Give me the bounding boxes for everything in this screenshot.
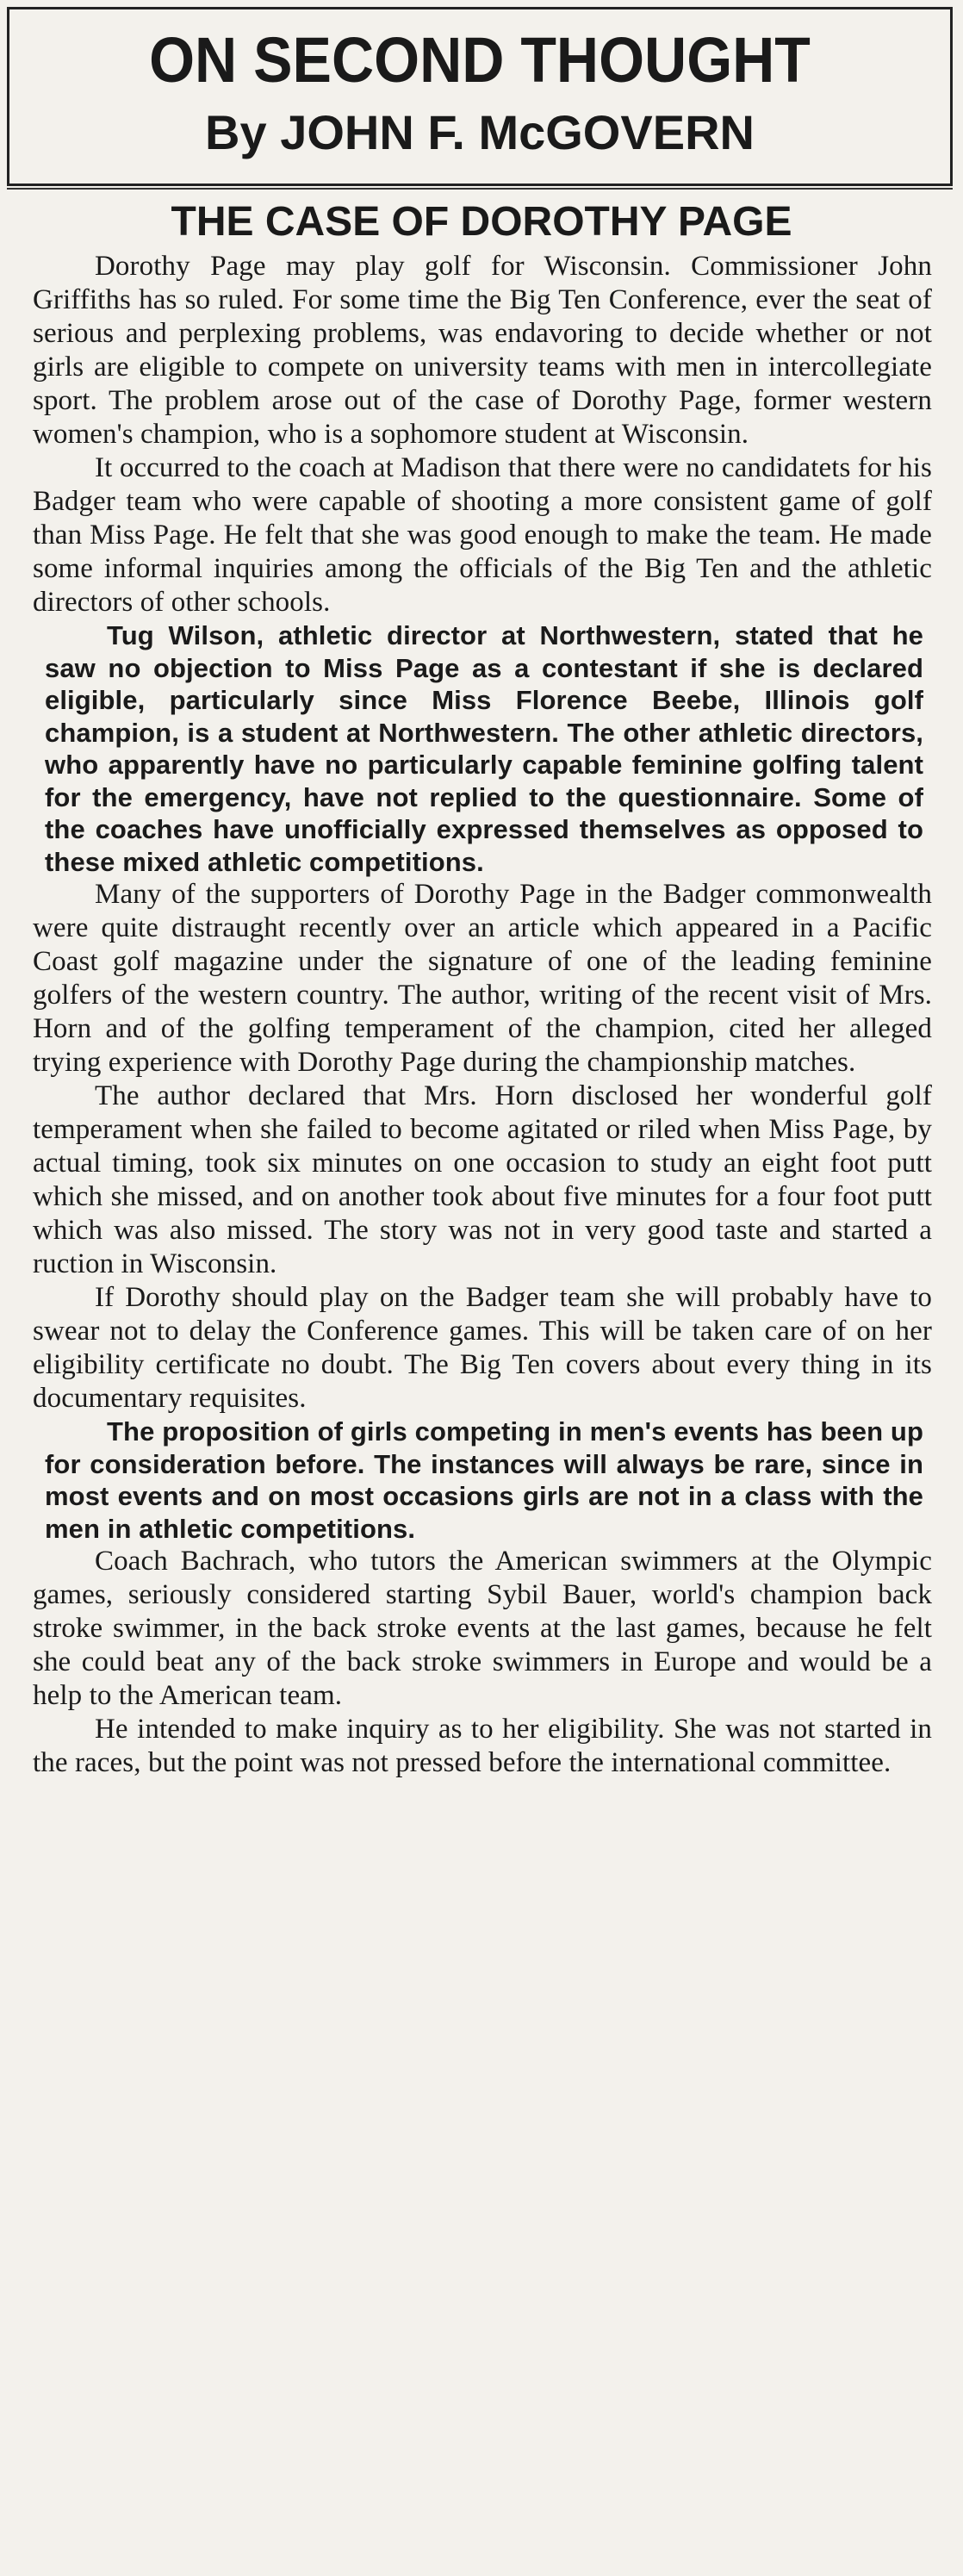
paragraph-6: If Dorothy should play on the Badger team she will probably have to swear not to delay the Conference games. This will be taken care of on her eligibility certificate no doubt. The Big Ten covers about every thing in its documentary requisites.: [33, 1282, 932, 1414]
article-headline: THE CASE OF DOROTHY PAGE: [171, 199, 792, 245]
paragraph-4: Many of the supporters of Dorothy Page in the Badger commonwealth were quite distraught recently over an article which appeared in a Pacific Coast golf magazine under the signature of one of the leading feminine golfers of the western country. The author, writing of the recent visit of Mrs. Horn and of the golfing temperament of the champion, cited her alleged trying experience with Dorothy Page during the championship matches.: [33, 879, 932, 1078]
paragraph-8: Coach Bachrach, who tutors the American swimmers at the Olympic games, seriously considered starting Sybil Bauer, world's champion back stroke swimmer, in the back stroke events at the last games, because he felt she could beat any of the back stroke swimmers in Europe and would be a help to the American team.: [33, 1546, 932, 1711]
column-byline: By JOHN F. McGOVERN: [205, 105, 755, 159]
paragraph-3-bold: Tug Wilson, athletic director at Northwestern, stated that he saw no objection to Miss Page as a contestant if she is declared eligible, particularly since Miss Florence Beebe, Illinois golf champion, is a student at Northwestern. The other athletic directors, who apparently have no particularly capable feminine golfing talent for the emergency, have not replied to the questionnaire. Some of the coaches have unofficially expressed themselves as opposed to these mixed athletic competitions.: [45, 620, 923, 877]
masthead-rule: [7, 188, 953, 190]
paragraph-1: Dorothy Page may play golf for Wisconsin. Commissioner John Griffiths has so ruled. For some time the Big Ten Conference, ever the seat of serious and perplexing problems, was endavoring to decide whether or not girls are eligible to compete on university teams with men in intercollegiate sport. The problem arose out of the case of Dorothy Page, former western women's champion, who is a sophomore student at Wisconsin.: [33, 251, 932, 450]
column-masthead: [7, 7, 953, 186]
article-body: [33, 250, 932, 1780]
paragraph-7-bold: The proposition of girls competing in men's events has been up for consideration before. The instances will always be rare, since in most events and on most occasions girls are not in a class with the men in athletic competitions.: [45, 1416, 923, 1544]
paragraph-2: It occurred to the coach at Madison that there were no candidatets for his Badger team who were capable of shooting a more consistent game of golf than Miss Page. He felt that she was good enough to make the team. He made some informal inquiries among the officials of the Big Ten and the athletic directors of other schools.: [33, 452, 932, 618]
column-title: ON SECOND THOUGHT: [149, 24, 811, 96]
paragraph-5: The author declared that Mrs. Horn disclosed her wonderful golf temperament when she failed to become agitated or riled when Miss Page, by actual timing, took six minutes on one occasion to study an eight foot putt which she missed, and on another took about five minutes for a four foot putt which was also missed. The story was not in very good taste and started a ruction in Wisconsin.: [33, 1080, 932, 1279]
paragraph-9: He intended to make inquiry as to her eligibility. She was not started in the races, but the point was not pressed before the international committee.: [33, 1714, 932, 1778]
